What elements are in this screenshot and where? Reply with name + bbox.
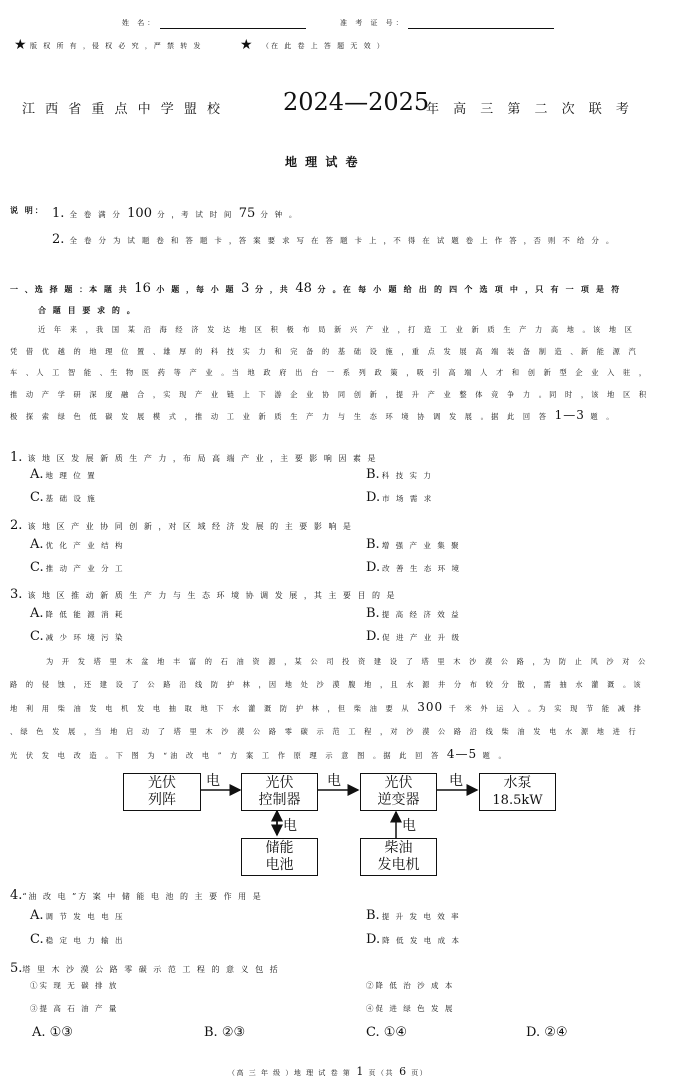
q1-option-b[interactable]: B. 科 技 实 力 [366,467,433,482]
exam-title-prefix: 江 西 省 重 点 中 学 盟 校 [22,102,224,117]
q5-statement-4: ④促 进 绿 色 发 展 [366,1004,455,1013]
exam-title-suffix: 年 高 三 第 二 次 联 考 [426,102,634,117]
q2-option-d[interactable]: D. 改 善 生 态 环 境 [366,560,462,575]
q4-option-b[interactable]: B. 提 升 发 电 效 率 [366,908,461,923]
answer-note: （在 此 卷 上 答 题 无 效 ） [262,42,386,50]
q3-option-d[interactable]: D. 促 进 产 业 升 级 [366,629,462,644]
section-heading-cont: 合 题 目 要 求 的 。 [38,305,137,315]
water-pump-box: 水泵 18.5kW [479,773,556,811]
question-5: 5.塔 里 木 沙 漠 公 路 零 碳 示 范 工 程 的 意 义 包 括 [10,961,280,976]
question-3: 3. 该 地 区 推 动 新 质 生 产 力 与 生 态 环 境 协 调 发 展 ，其 主 要 目 的 是 [10,587,397,602]
q4-option-d[interactable]: D. 降 低 发 电 成 本 [366,932,462,947]
q2-option-b[interactable]: B. 增 强 产 业 集 聚 [366,537,461,552]
q5-option-c[interactable]: C. ①④ [366,1025,408,1040]
question-4: 4.“油 改 电 ”方 案 中 储 能 电 池 的 主 要 作 用 是 [10,888,263,903]
pv-inverter-box: 光伏 逆变器 [360,773,437,811]
q5-option-a[interactable]: A. ①③ [32,1025,73,1040]
page-footer: （高 三 年 级 ）地 理 试 卷 第 1 页（共 6 页） [228,1065,429,1078]
q5-statement-2: ②降 低 治 沙 成 本 [366,981,455,990]
exam-id-label: 准 考 证 号： [340,19,406,27]
q3-option-b[interactable]: B. 提 高 经 济 效 益 [366,606,461,621]
exam-years: 2024—2025 [283,88,430,116]
question-2: 2. 该 地 区 产 业 协 同 创 新 ，对 区 域 经 济 发 展 的 主 要 影 响 是 [10,518,353,533]
q4-option-c[interactable]: C. 稳 定 电 力 输 出 [30,932,125,947]
star-icon: ★ [14,37,27,53]
q5-option-d[interactable]: D. ②④ [526,1025,568,1040]
arrow-label-electricity: 电 [402,818,416,834]
pv-array-box: 光伏 列阵 [123,773,201,811]
passage-2: 为 开 发 塔 里 木 盆 地 丰 富 的 石 油 资 源 ，某 公 司 投 资 建 设 了 塔 里 木 沙 漠 公 路 ，为 防 止 风 沙 对 公 路 的 侵 蚀 ，还 建 设 了 公 路 沿 线 防 护 林 ，因 地 处 沙 漠 腹 地 ，且 水 源 井 分 布 较 分 散 ，需 抽 水 灌 溉 。该 地 利 用 柴 油 发 电 机 发 电 抽 取 地 下 水 灌 溉 防 护 林 ，但 柴 油 要 从 300 千 米 外 运 入 。为 实 现 节 能 减 排 、绿 色 发 展 ，当 地 启 动 了 塔 里 木 沙 漠 公 路 零 碳 示 范 工 程 ，对 沙 漠 公 路 沿 线 柴 油 发 电 水 源 地 进 行 光 伏 发 电 改 造 。下 图 为 “油 改 电 ” 方 案 工 作 原 理 示 意 图 。据 此 回 答 4—5 题 。 [10,657,649,761]
arrow-label-electricity: 电 [449,773,463,789]
q3-option-a[interactable]: A. 降 低 能 源 消 耗 [30,606,125,621]
q3-option-c[interactable]: C. 减 少 环 境 污 染 [30,629,125,644]
q1-option-d[interactable]: D. 市 场 需 求 [366,490,434,505]
passage-1: 近 年 来 ，我 国 某 沿 海 经 济 发 达 地 区 积 极 布 局 新 兴 产 业 ，打 造 工 业 新 质 生 产 力 高 地 。该 地 区 凭 借 优 越 的 地 理 位 置 、雄 厚 的 科 技 实 力 和 完 备 的 基 础 设 施 ，重 点 发 展 高 端 装 备 制 造 、新 能 源 汽 车 、人 工 智 能 、生 物 医 药 等 产 业 。当 地 政 府 出 台 一 系 列 政 策 ，吸 引 高 端 人 才 和 创 新 型 企 业 入 驻 ，推 动 产 学 研 深 度 融 合 ，实 现 产 业 链 上 下 游 企 业 协 同 创 新 ，提 升 产 业 整 体 竞 争 力 。同 时 ，该 地 区 积 极 探 索 绿 色 低 碳 发 展 模 式 ，推 动 工 业 新 质 生 产 力 与 生 态 环 境 协 调 发 展 。据 此 回 答 1—3 题 。 [10,325,650,422]
instruction-1: 1. 全 卷 满 分 100 分 ，考 试 时 间 75 分 钟 。 [52,206,299,221]
storage-battery-box: 储能 电池 [241,838,318,876]
arrow-label-electricity: 电 [327,773,341,789]
q5-statement-1: ①实 现 无 碳 排 放 [30,981,119,990]
star-icon: ★ [240,37,253,53]
pv-controller-box: 光伏 控制器 [241,773,318,811]
section-heading: 一 、选 择 题 ：本 题 共 16 小 题 ，每 小 题 3 分 ，共 48 分 。在 每 小 题 给 出 的 四 个 选 项 中 ，只 有 一 项 是 符 [10,281,622,296]
diesel-generator-box: 柴油 发电机 [360,838,437,876]
q2-option-a[interactable]: A. 优 化 产 业 结 构 [30,537,125,552]
q5-option-b[interactable]: B. ②③ [204,1025,246,1040]
subject-title: 地 理 试 卷 [285,155,360,169]
q4-option-a[interactable]: A. 调 节 发 电 电 压 [30,908,125,923]
q1-option-c[interactable]: C. 基 础 设 施 [30,490,97,505]
question-1: 1. 该 地 区 发 展 新 质 生 产 力 ，布 局 高 端 产 业 ，主 要 影 响 因 素 是 [10,450,378,465]
q2-option-c[interactable]: C. 推 动 产 业 分 工 [30,560,125,575]
q1-option-a[interactable]: A. 地 理 位 置 [30,467,97,482]
name-label: 姓 名： [122,19,158,27]
arrow-label-electricity: 电 [206,773,220,789]
q5-statement-3: ③提 高 石 油 产 量 [30,1004,119,1013]
instruction-2: 2. 全 卷 分 为 试 题 卷 和 答 题 卡 ，答 案 要 求 写 在 答 题 卡 上 ，不 得 在 试 题 卷 上 作 答 ，否 则 不 给 分 。 [52,232,616,247]
copyright-notice: 版 权 所 有 ，侵 权 必 究 ，严 禁 转 发 [30,42,203,50]
arrow-label-electricity: 电 [283,818,297,834]
instructions-label: 说 明： [10,205,45,215]
